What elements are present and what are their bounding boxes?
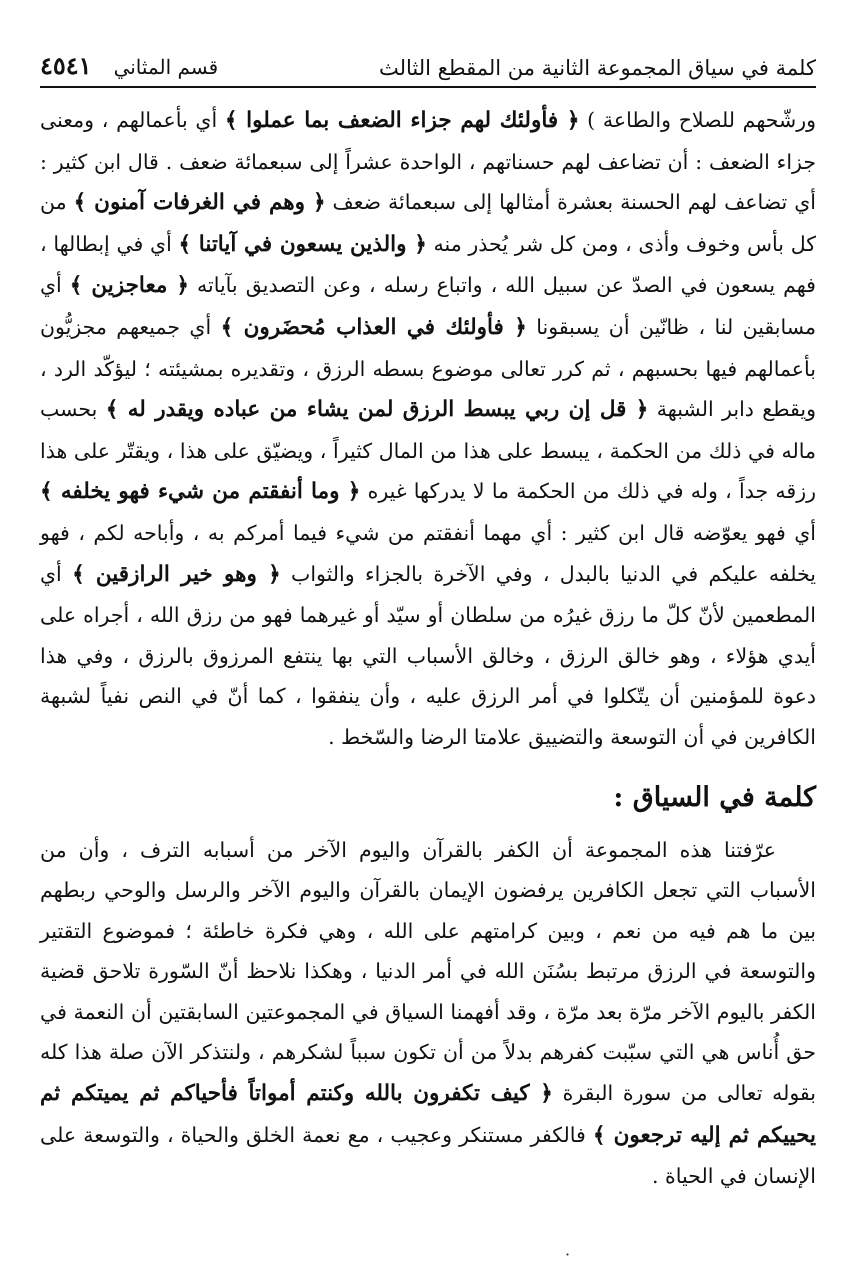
text-run: بحسب ماله في ذلك من الحكمة ، يبسط على هذا من المال كثيراً ، ويضيّق على هذا ، ويقتّر على هذا رزقه جداً ، وله في ذلك من الحكمة ما لا يدركها غيره xyxy=(40,397,817,504)
text-run: عرّفتنا هذه المجموعة أن الكفر بالقرآن واليوم الآخر من أسبابه الترف ، وأن من الأسباب التي تجعل الكافرين يرفضون الإيمان بالقرآن واليوم الآخر والرسل والوحي ربطهم بين ما هم فيه من نعم ، وبين كرامتهم على الله ، وهي فكرة خاطئة ؛ فموضوع التقتير والتوسعة في الرزق مرتبط بسُنَن الله في أمر الدنيا ، وهكذا نلاحظ أنّ السّورة تلاحق قضية الكفر باليوم الآخر مرّة بعد مرّة ، وقد أفهمنا السياق في المجموعتين السابقتين أن النعمة في حق أُناس هي التي سبّبت كفرهم بدلاً من أن تكون سبباً لشكرهم ، ولنتذكر الآن صلة هذا كله بقوله تعالى من سورة البقرة xyxy=(40,837,816,1106)
quran-quote: ﴿ وهو خير الرازقين ﴾ xyxy=(72,561,281,587)
running-title: كلمة في سياق المجموعة الثانية من المقطع الثالث xyxy=(379,56,816,80)
quran-quote: ﴿ قل إن ربي يبسط الرزق لمن يشاء من عباده ويقدر له ﴾ xyxy=(105,397,649,423)
page-header xyxy=(40,32,816,80)
quran-quote: ﴿ كيف تكفرون بالله وكنتم أمواتاً فأحياكم ثم يميتكم ثم يحييكم ثم إليه ترجعون ﴾ xyxy=(40,1081,817,1148)
text-run: فالكفر مستنكر وعجيب ، مع نعمة الخلق والحياة ، والتوسعة على الإنسان في الحياة . xyxy=(40,1122,816,1189)
body-text xyxy=(40,100,816,1197)
quran-quote: ﴿ وهم في الغرفات آمنون ﴾ xyxy=(73,190,326,216)
text-run: من كل بأس وخوف وأذى ، ومن كل شر يُحذر منه xyxy=(40,190,816,256)
text-run: أي فهو يعوّضه قال ابن كثير : أي مهما أنفقتم من شيء فيما أمركم به ، وأباحه لكم ، فهو يخلفه عليكم في الدنيا بالبدل ، وفي الآخرة بالجزاء والثواب xyxy=(40,520,817,586)
quran-quote: ﴿ معاجزين ﴾ xyxy=(69,273,189,299)
text-run: أي جميعهم مجزيُّون بأعمالهم فيها بحسبهم ، ثم كرر تعالى موضوع بسطه الرزق ، وتقديره بمشيئته ؛ ليؤكّد الرد ، ويقطع دابر الشبهة xyxy=(40,314,817,422)
paragraph-tafsir xyxy=(40,100,816,758)
quran-quote: ﴿ فأولئك لهم جزاء الضعف بما عملوا ﴾ xyxy=(224,108,580,133)
text-run: أي مسابقين لنا ، ظانّين أن يسبقونا xyxy=(40,273,816,339)
text-run: أي المطعمين لأنّ كلّ ما رزق غيرُه من سلطان أو سيّد أو غيرهما فهو من رزق الله ، أجراه على أيدي هؤلاء ، وهو خالق الرزق ، وخالق الأسباب التي بها ينتفع المرزوق بالرزق ، وفي هذا دعوة للمؤمنين أن يتّكلوا في أمر الرزق عليه ، وأن ينفقوا ، كما أنّ في النص نفياً لشبهة الكافرين في أن التوسعة والتضييق علامتا الرضا والسّخط . xyxy=(40,561,816,749)
page-number: ٤٥٤١ xyxy=(40,51,92,80)
text-run: أي في إبطالها ، فهم يسعون في الصدّ عن سبيل الله ، واتباع رسله ، وعن التصديق بآياته xyxy=(40,231,816,298)
text-run: ورشّحهم للصلاح والطاعة ) xyxy=(579,108,816,132)
header-rule xyxy=(40,86,816,88)
quran-quote: ﴿ والذين يسعون في آياتنا ﴾ xyxy=(178,231,427,257)
footer-mark: · xyxy=(565,1245,571,1264)
section-heading: كلمة في السياق : xyxy=(613,781,816,813)
paragraph-context xyxy=(40,830,816,1197)
quran-quote: ﴿ فأولئك في العذاب مُحضَرون ﴾ xyxy=(220,314,527,340)
section-name: قسم المثاني xyxy=(113,55,219,79)
text-run: أي بأعمالهم ، ومعنى جزاء الضعف : أن تضاعف لهم حسناتهم ، الواحدة عشراً إلى سبعمائة ضعف . قال ابن كثير : أي تضاعف لهم الحسنة بعشرة أمثالها إلى سبعمائة ضعف xyxy=(40,108,816,215)
quran-quote: ﴿ وما أنفقتم من شيء فهو يخلفه ﴾ xyxy=(40,479,361,505)
header-left-group xyxy=(40,51,218,80)
